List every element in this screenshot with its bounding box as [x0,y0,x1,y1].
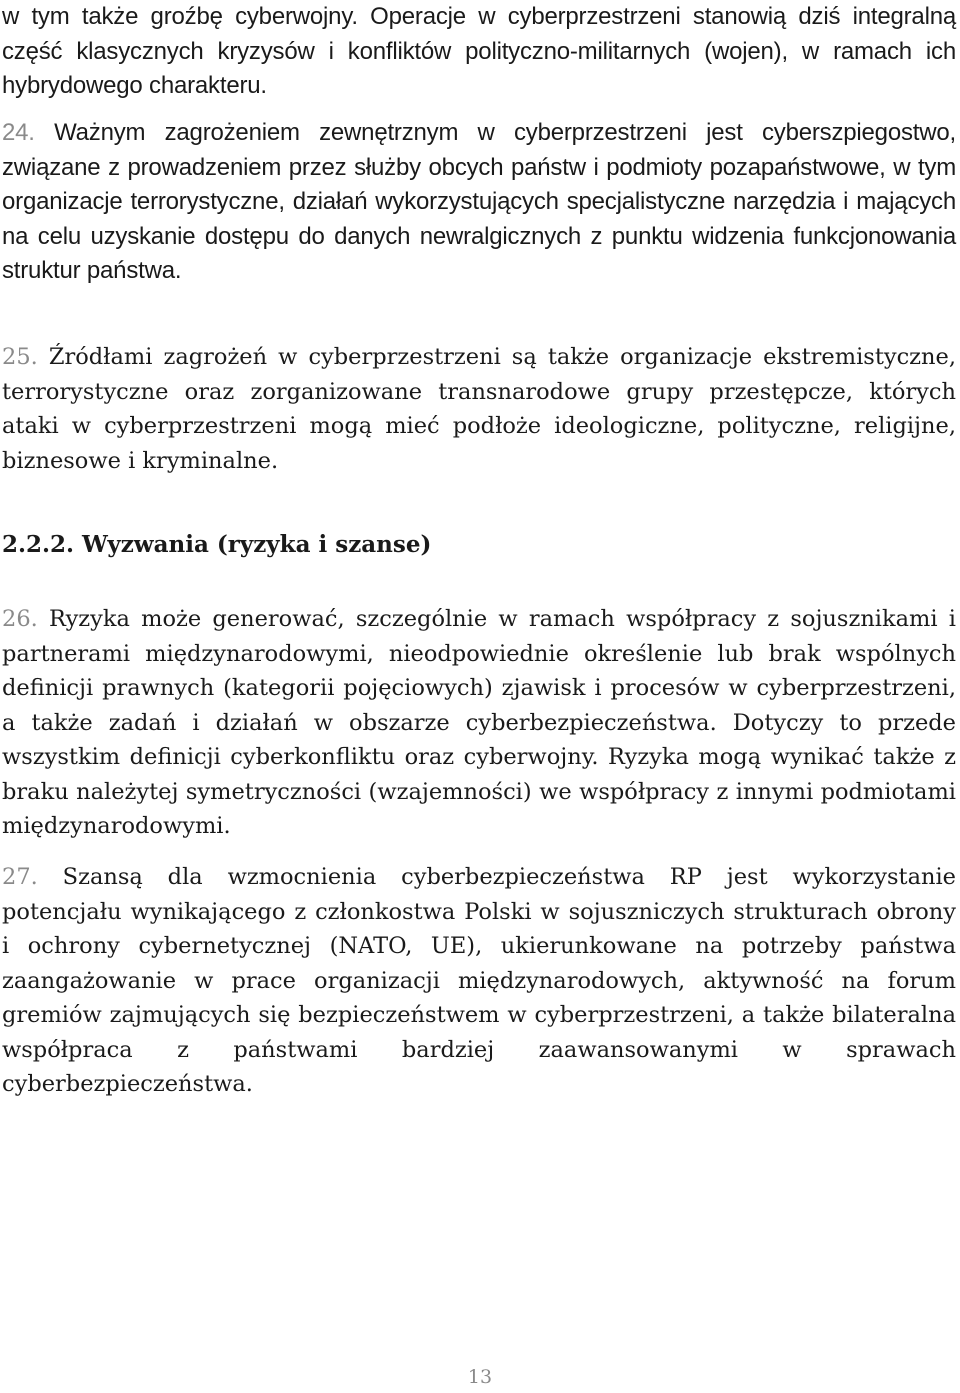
intro-paragraph-text: w tym także groźbę cyberwojny. Operacje w cyberprzestrzeni stanowią dziś integralną część klasycznych kryzysów i konfliktów polityczno-militarnych (wojen), w ramach ich hybrydowego charakteru. [2,3,956,99]
paragraph-26 [2,602,956,844]
paragraph-number: 27. [2,864,38,890]
paragraph-number: 24. [2,119,35,146]
paragraph-27 [2,860,956,1102]
section-heading: 2.2.2. Wyzwania (ryzyka i szanse) [2,531,432,558]
paragraph-text: Źródłami zagrożeń w cyberprzestrzeni są także organizacje ekstremistyczne, terrorystyczne oraz zorganizowane transnarodowe grupy przestępcze, których ataki w cyberprzestrzeni mogą mieć podłoże ideologiczne, polityczne, religijne, biznesowe i kryminalne. [2,344,956,474]
paragraph-text: Ryzyka może generować, szczególnie w ramach współpracy z sojusznikami i partnerami międzynarodowymi, nieodpowiednie określenie lub brak wspólnych definicji prawnych (kategorii pojęciowych) zjawisk i procesów w cyberprzestrzeni, a także zadań i działań w obszarze cyberbezpieczeństwa. Dotyczy to przede wszystkim definicji cyberkonfliktu oraz cyberwojny. Ryzyka mogą wynikać także z braku należytej symetryczności (wzajemności) we współpracy z innymi podmiotami międzynarodowymi. [2,606,956,839]
paragraph-number: 26. [2,606,38,632]
intro-paragraph [2,0,956,104]
paragraph-number: 25. [2,344,38,370]
paragraph-24 [2,116,956,289]
page-number: 13 [467,1366,493,1388]
paragraph-text: Ważnym zagrożeniem zewnętrznym w cyberprzestrzeni jest cyberszpiegostwo, związane z prowadzeniem przez służby obcych państw i podmioty pozapaństwowe, w tym organizacje terrorystyczne, działań wykorzystujących specjalistyczne narzędzia i mających na celu uzyskanie dostępu do danych newralgicznych z punktu widzenia funkcjonowania struktur państwa. [2,119,956,284]
paragraph-text: Szansą dla wzmocnienia cyberbezpieczeństwa RP jest wykorzystanie potencjału wynikającego z członkostwa Polski w sojuszniczych strukturach obrony i ochrony cybernetycznej (NATO, UE), ukierunkowane na potrzeby państwa zaangażowanie w prace organizacji międzynarodowych, aktywność na forum gremiów zajmujących się bezpieczeństwem w cyberprzestrzeni, a także bilateralna współpraca z państwami bardziej zaawansowanymi w sprawach cyberbezpieczeństwa. [2,864,956,1097]
paragraph-25 [2,340,956,478]
